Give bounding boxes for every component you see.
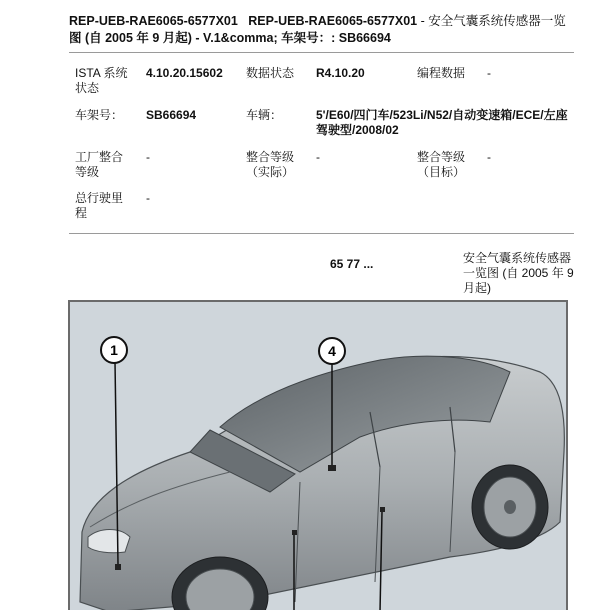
doc-ref: REP-UEB-RAE6065-6577X01: [69, 14, 238, 28]
section-title: 安全气囊系统传感器一览图 (自 2005 年 9 月起): [463, 251, 574, 295]
actual-level-label: 整合等级（实际）: [246, 150, 295, 179]
ista-value: 4.10.20.15602: [146, 66, 223, 80]
actual-level-value: -: [316, 150, 320, 164]
doc-description: - 安全气囊系统传感器一览: [417, 14, 566, 28]
sensor-c-marker: [380, 507, 385, 512]
sensor-b-marker: [292, 530, 297, 535]
section-code: 65 77 ...: [330, 257, 374, 271]
car-illustration: [70, 302, 566, 610]
factory-level-value: -: [146, 150, 150, 164]
vehicle-value: 5'/E60/四门车/523Li/N52/自动变速箱/ECE/左座驾驶型/2008/02: [316, 108, 568, 137]
sensor-1-marker: [115, 564, 121, 570]
sensor-4-marker: [328, 465, 336, 471]
vehicle-label: 车辆：: [246, 108, 283, 122]
prog-data-value: -: [487, 66, 491, 80]
factory-level-label: 工厂整合等级: [75, 150, 124, 179]
car-sensor-figure: [68, 300, 568, 610]
doc-ref-repeat: REP-UEB-RAE6065-6577X01: [248, 14, 418, 28]
vin-label: 车架号：: [75, 108, 124, 122]
document-title: [69, 13, 579, 47]
info-divider: [69, 233, 574, 234]
doc-subtitle: 图 (自 2005 年 9 月起) - V.1&comma; 车架号：: SB66694: [69, 31, 391, 45]
data-status-label: 数据状态: [246, 66, 295, 80]
prog-data-label: 编程数据: [417, 66, 466, 80]
target-level-label: 整合等级（目标）: [417, 150, 466, 179]
callout-1-label: 1: [110, 342, 118, 358]
ista-label: ISTA 系统状态: [75, 66, 128, 95]
vin-value: SB66694: [146, 108, 197, 122]
mileage-label: 总行驶里程: [75, 191, 124, 220]
header-divider: [69, 52, 574, 53]
callout-4-label: 4: [328, 343, 336, 359]
mileage-value: -: [146, 191, 150, 205]
data-status-value: R4.10.20: [316, 66, 365, 80]
target-level-value: -: [487, 150, 491, 164]
